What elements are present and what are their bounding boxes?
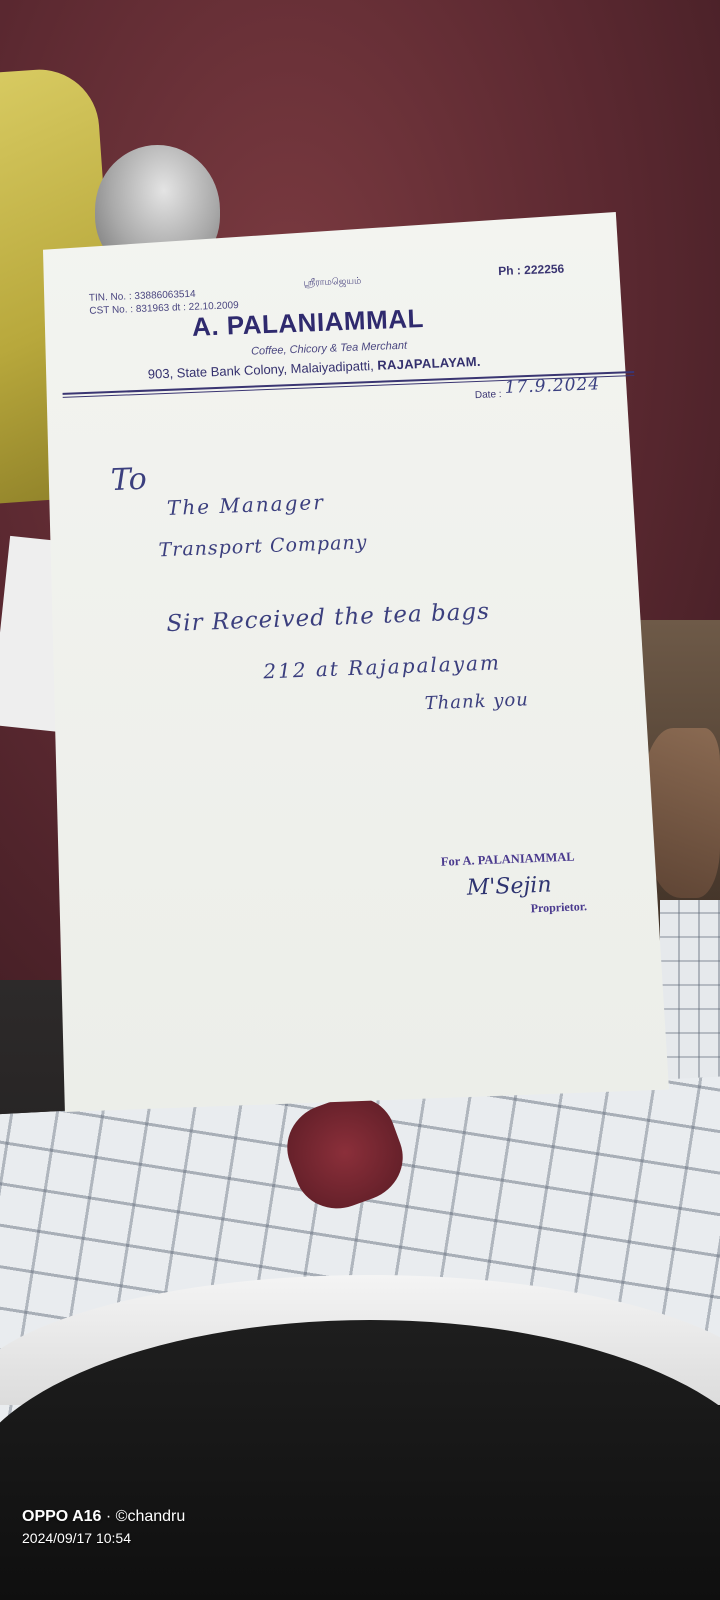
device-name: OPPO A16 [22, 1508, 102, 1525]
closing-line: Thank you [424, 689, 530, 715]
watermark-separator: · [101, 1508, 116, 1525]
photo-timestamp: 2024/09/17 10:54 [22, 1530, 131, 1546]
proprietor-title: Proprietor. [530, 899, 588, 916]
camera-watermark [22, 1506, 185, 1548]
company-address [148, 354, 481, 382]
photo-author: ©chandru [115, 1508, 186, 1525]
salutation: To [110, 461, 148, 499]
letter-sheet [58, 253, 659, 1094]
phone-number: Ph : 222256 [497, 261, 565, 279]
city-name: RAJAPALAYAM. [376, 353, 482, 373]
company-name: A. PALANIAMMAL [191, 303, 425, 342]
tin-number: TIN. No. : 33886063514 [88, 288, 196, 304]
date-label: Date : [474, 389, 502, 402]
watermark-line-1 [22, 1506, 185, 1528]
recipient-line-2: Transport Company [158, 531, 368, 562]
signature: M'Sejin [466, 872, 552, 901]
cst-number: CST No. : 831963 dt : 22.10.2009 [89, 300, 239, 317]
handwritten-date: 17.9.2024 [504, 374, 601, 398]
body-line-1: Sir Received the tea bags [165, 598, 491, 638]
tamil-header: ஸ்ரீராமஜெயம் [303, 275, 362, 288]
dark-shirt [0, 1320, 720, 1600]
for-company-stamp: For A. PALANIAMMAL [440, 849, 575, 869]
street-address: 903, State Bank Colony, Malaiyadipatti, [147, 357, 374, 382]
recipient-line-1: The Manager [166, 489, 326, 520]
company-tagline: Coffee, Chicory & Tea Merchant [250, 339, 408, 358]
body-line-2: 212 at Rajapalayam [262, 650, 502, 684]
